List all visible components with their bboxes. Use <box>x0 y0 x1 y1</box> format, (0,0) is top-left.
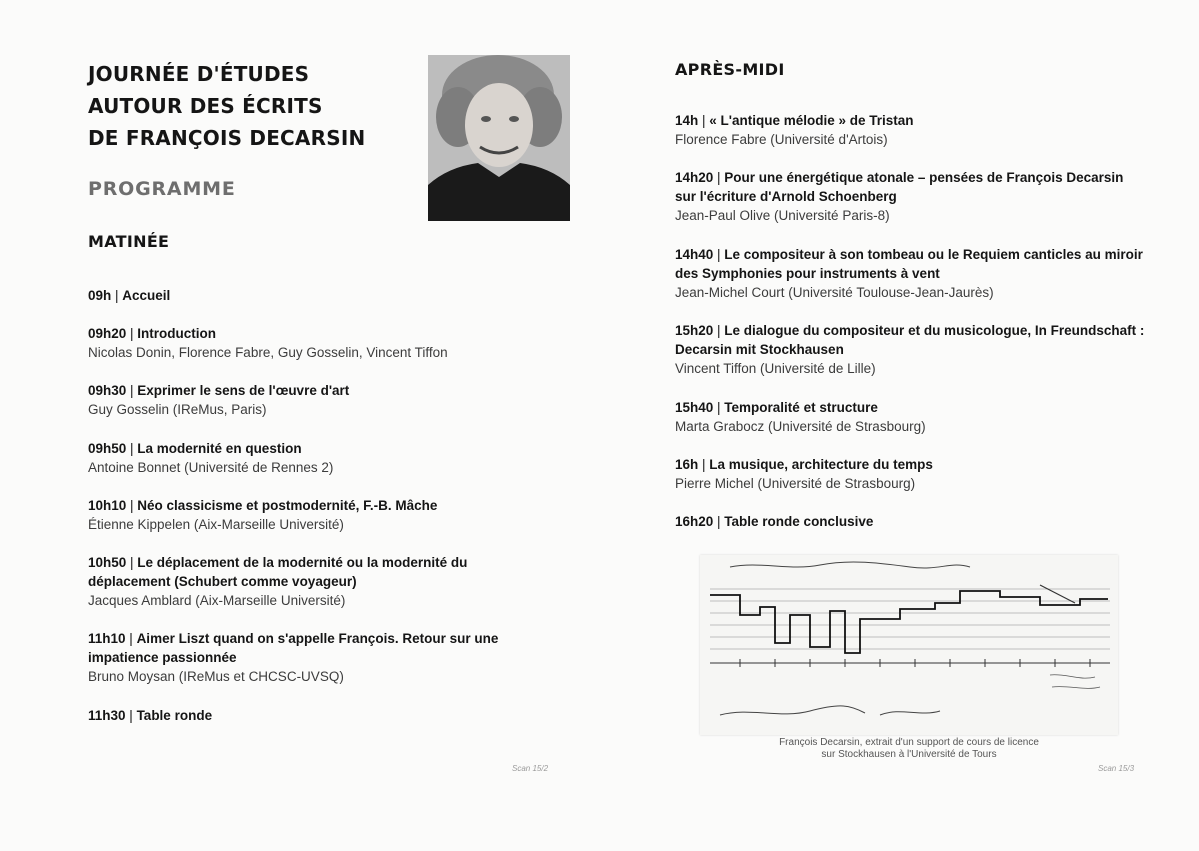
session-time: 09h30 <box>88 383 127 398</box>
session-speaker: Pierre Michel (Université de Strasbourg) <box>675 476 916 491</box>
afternoon-session-3: 14h40 | Le compositeur à son tombeau ou le Requiem canticles au miroir des Symphonies pour instruments à vent Jean-Michel Court (Université Toulouse-Jean-Jaurès) <box>675 245 1145 302</box>
afternoon-session-6: 16h | La musique, architecture du temps Pierre Michel (Université de Strasbourg) <box>675 455 1145 493</box>
afternoon-session-1: 14h | « L'antique mélodie » de Tristan Florence Fabre (Université d'Artois) <box>675 111 1145 149</box>
session-speaker: Jacques Amblard (Aix-Marseille Université) <box>88 593 346 608</box>
morning-session-1: 09h | Accueil <box>88 288 171 303</box>
session-speaker: Guy Gosselin (IReMus, Paris) <box>88 402 267 417</box>
morning-session-8: 11h30 | Table ronde <box>88 708 213 723</box>
caption-line-2: sur Stockhausen à l'Université de Tours <box>821 749 997 760</box>
session-title: Table ronde <box>136 708 213 723</box>
page-number-right: Scan 15/3 <box>1098 764 1135 773</box>
session-title: Introduction <box>137 326 217 341</box>
morning-session-6: 10h50 | Le déplacement de la modernité ou la modernité du déplacement (Schubert comme voyageur) Jacques Amblard (Aix-Marseille Université) <box>88 553 548 610</box>
afternoon-session-7: 16h20 | Table ronde conclusive <box>675 514 874 529</box>
handwritten-score-image <box>700 555 1118 735</box>
morning-session-5: 10h10 | Néo classicisme et postmodernité, F.-B. Mâche Étienne Kippelen (Aix-Marseille Université) <box>88 496 558 534</box>
title-line-3: DE FRANÇOIS DECARSIN <box>88 126 366 150</box>
session-title: Le dialogue du compositeur et du musicologue, In Freundschaft : Decarsin mit Stockhausen <box>675 323 1145 357</box>
morning-session-3: 09h30 | Exprimer le sens de l'œuvre d'art Guy Gosselin (IReMus, Paris) <box>88 381 558 419</box>
session-speaker: Vincent Tiffon (Université de Lille) <box>675 361 876 376</box>
session-speaker: Nicolas Donin, Florence Fabre, Guy Gosselin, Vincent Tiffon <box>88 345 448 360</box>
session-title: Accueil <box>122 288 171 303</box>
session-speaker: Jean-Michel Court (Université Toulouse-Jean-Jaurès) <box>675 285 994 300</box>
session-speaker: Marta Grabocz (Université de Strasbourg) <box>675 419 926 434</box>
page-title <box>88 58 365 154</box>
morning-session-4: 09h50 | La modernité en question Antoine Bonnet (Université de Rennes 2) <box>88 439 558 477</box>
session-time: 16h <box>675 457 699 472</box>
session-time: 09h50 <box>88 441 127 456</box>
session-time: 10h10 <box>88 498 127 513</box>
session-time: 09h20 <box>88 326 127 341</box>
session-time: 10h50 <box>88 555 127 570</box>
session-time: 14h <box>675 113 699 128</box>
session-speaker: Jean-Paul Olive (Université Paris-8) <box>675 208 890 223</box>
session-speaker: Étienne Kippelen (Aix-Marseille Université) <box>88 517 344 532</box>
title-line-2: AUTOUR DES ÉCRITS <box>88 94 323 118</box>
session-title: Le déplacement de la modernité ou la modernité du déplacement (Schubert comme voyageur) <box>88 555 468 589</box>
afternoon-session-2: 14h20 | Pour une énergétique atonale – pensées de François Decarsin sur l'écriture d'Arnold Schoenberg Jean-Paul Olive (Université Paris-8) <box>675 168 1145 225</box>
session-title: Néo classicisme et postmodernité, F.-B. Mâche <box>137 498 438 513</box>
session-time: 16h20 <box>675 514 714 529</box>
session-title: Exprimer le sens de l'œuvre d'art <box>137 383 350 398</box>
session-title: Le compositeur à son tombeau ou le Requiem canticles au miroir des Symphonies pour instruments à vent <box>675 247 1143 281</box>
session-title: Table ronde conclusive <box>724 514 874 529</box>
session-speaker: Florence Fabre (Université d'Artois) <box>675 132 888 147</box>
programme-heading: PROGRAMME <box>88 178 236 200</box>
session-title: Temporalité et structure <box>724 400 878 415</box>
session-time: 15h40 <box>675 400 714 415</box>
page-number-left: Scan 15/2 <box>512 764 549 773</box>
portrait-photo <box>428 55 570 221</box>
session-title: Aimer Liszt quand on s'appelle François. Retour sur une impatience passionnée <box>88 631 499 665</box>
session-time: 14h20 <box>675 170 714 185</box>
morning-heading: MATINÉE <box>88 232 170 251</box>
session-speaker: Bruno Moysan (IReMus et CHCSC-UVSQ) <box>88 669 344 684</box>
session-time: 11h10 <box>88 631 126 646</box>
caption-line-1: François Decarsin, extrait d'un support de cours de licence <box>779 737 1039 748</box>
session-speaker: Antoine Bonnet (Université de Rennes 2) <box>88 460 334 475</box>
morning-session-2: 09h20 | Introduction Nicolas Donin, Florence Fabre, Guy Gosselin, Vincent Tiffon <box>88 324 558 362</box>
session-time: 15h20 <box>675 323 714 338</box>
session-time: 09h <box>88 288 112 303</box>
morning-session-7: 11h10 | Aimer Liszt quand on s'appelle François. Retour sur une impatience passionnée Bruno Moysan (IReMus et CHCSC-UVSQ) <box>88 629 558 686</box>
afternoon-session-5: 15h40 | Temporalité et structure Marta Grabocz (Université de Strasbourg) <box>675 398 1145 436</box>
afternoon-heading: APRÈS-MIDI <box>675 60 785 79</box>
session-title: « L'antique mélodie » de Tristan <box>709 113 914 128</box>
title-line-1: JOURNÉE D'ÉTUDES <box>88 62 310 86</box>
score-caption <box>700 737 1118 761</box>
session-title: La musique, architecture du temps <box>709 457 933 472</box>
afternoon-session-4: 15h20 | Le dialogue du compositeur et du musicologue, In Freundschaft : Decarsin mit Stockhausen Vincent Tiffon (Université de Lille) <box>675 323 1145 376</box>
session-title: Pour une énergétique atonale – pensées de François Decarsin sur l'écriture d'Arnold Schoenberg <box>675 170 1124 204</box>
session-title: La modernité en question <box>137 441 302 456</box>
session-time: 14h40 <box>675 247 714 262</box>
session-time: 11h30 <box>88 708 126 723</box>
